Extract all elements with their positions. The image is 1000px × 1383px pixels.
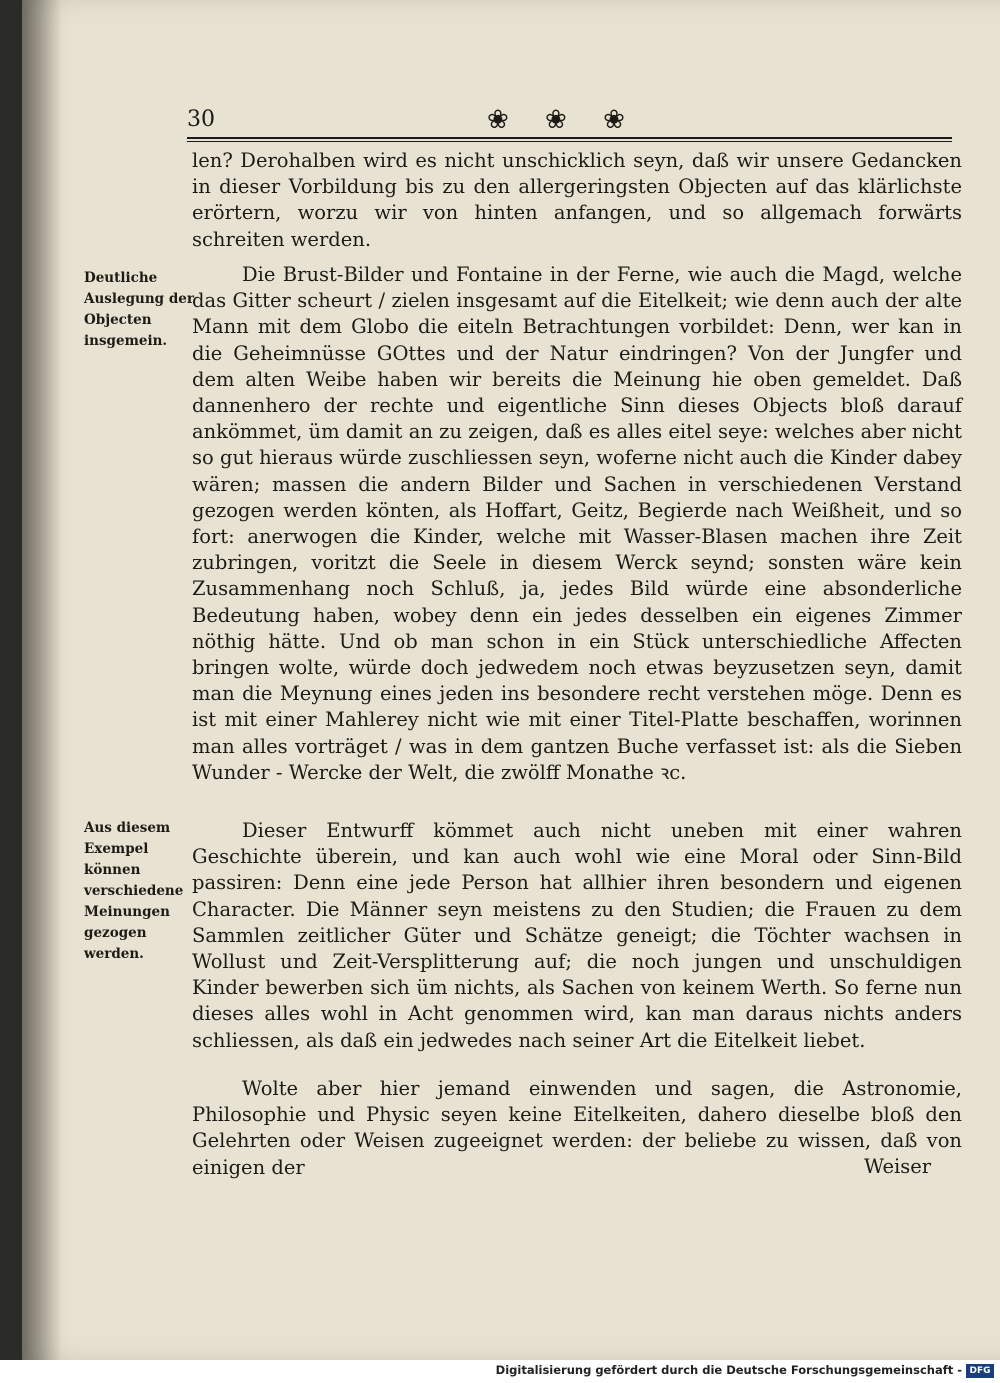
page-header bbox=[187, 105, 952, 141]
margin-note-1: Deutliche Auslegung der Objecten insgemein. bbox=[84, 270, 194, 349]
paragraph-3 bbox=[192, 818, 962, 1054]
paragraph-text: len? Derohalben wird es nicht unschicklich seyn, daß wir unsere Gedancken in dieser Vorbildung bis zu den allergeringsten Objecten auf das klärlichste erörtern, worzu wir von hinten anfangen, und so allgemach forwärts schreiten werden. bbox=[192, 149, 962, 251]
paragraph-1 bbox=[192, 148, 962, 253]
header-rule-thin bbox=[187, 141, 952, 142]
margin-note-2: Aus diesem Exempel können verschiedene Meinungen gezogen werden. bbox=[84, 820, 184, 962]
paragraph-text: Dieser Entwurff kömmet auch nicht uneben mit einer wahren Geschichte überein, und kan auch wohl wie eine Moral oder Sinn-Bild passiren: Denn eine jede Person hat allhier ihren besondern und eigenen Character. Die Männer seyn meistens zu den Studien; die Frauen zu dem Sammlen zeitlicher Güter und Schätze geneigt; die Töchter wachsen in Wollust und Zeit-Versplitterung auf; die noch jungen und unschuldigen Kinder bewerben sich üm nichts, als Sachen von keinem Werth. So ferne nun dieses alles wohl in Acht genommen wird, kan man daraus nichts anders schliessen, als daß ein jedwedes nach seiner Art die Eitelkeit liebet. bbox=[192, 819, 962, 1052]
book-page bbox=[22, 0, 1000, 1360]
footer-credit: Digitalisierung gefördert durch die Deutsche Forschungsgemeinschaft - bbox=[495, 1363, 962, 1377]
page-number: 30 bbox=[187, 107, 215, 132]
paragraph-text: Wolte aber hier jemand einwenden und sagen, die Astronomie, Philosophie und Physic seyen keine Eitelkeiten, dahero dieselbe bloß den Gelehrten oder Weisen zugeeignet werden: der beliebe zu wissen, daß von einigen der bbox=[192, 1077, 962, 1179]
header-rule bbox=[187, 137, 952, 139]
dfg-logo-icon: DFG bbox=[966, 1364, 994, 1378]
gutter-shadow bbox=[22, 0, 62, 1360]
paragraph-4 bbox=[192, 1076, 962, 1181]
header-ornament-icon: ❀ ❀ ❀ bbox=[487, 105, 639, 135]
catchword: Weiser bbox=[864, 1155, 932, 1178]
paragraph-text: Die Brust-Bilder und Fontaine in der Ferne, wie auch die Magd, welche das Gitter scheurt / zielen insgesamt auf die Eitelkeit; wie denn auch der alte Mann mit dem Globo die eiteln Betrachtungen vorbildet: Denn, wer kan in die Geheimnüsse GOttes und der Natur eindringen? Von der Jungfer und dem alten Weibe haben wir bereits die Meinung hie oben gemeldet. Daß dannenhero der rechte und eigentliche Sinn dieses Objects bloß darauf ankömmet, üm damit an zu zeigen, daß es alles eitel seye: welches aber nicht so gut hieraus würde zuschliessen seyn, woferne nicht auch die Kinder dabey wären; massen die andern Bilder und Sachen in verschiedenen Verstand gezogen werden könten, als Hoffart, Geitz, Begierde nach Weißheit, und so fort: anerwogen die Kinder, welche mit Wasser-Blasen machen ihre Zeit zubringen, voritzt die Seele in diesem Werck seynd; sonsten wäre kein Zusammenhang noch Schluß, ja, jedes Bild würde eine absonderliche Bedeutung haben, wobey denn ein jedes desselben ein eigenes Zimmer nöthig hätte. Und ob man schon in ein Stück unterschiedliche Affecten bringen wolte, würde doch jedwedem noch etwas beyzusetzen seyn, damit man die Meynung eines jeden ins besondere recht verstehen möge. Denn es ist mit einer Mahlerey nicht wie mit einer Titel-Platte beschaffen, worinnen man alles vorträget / was in dem gantzen Buche verfasset ist: als die Sieben Wunder - Wercke der Welt, die zwölff Monathe ꝛc. bbox=[192, 263, 962, 784]
footer-bar bbox=[0, 1360, 1000, 1383]
paragraph-2 bbox=[192, 262, 962, 786]
